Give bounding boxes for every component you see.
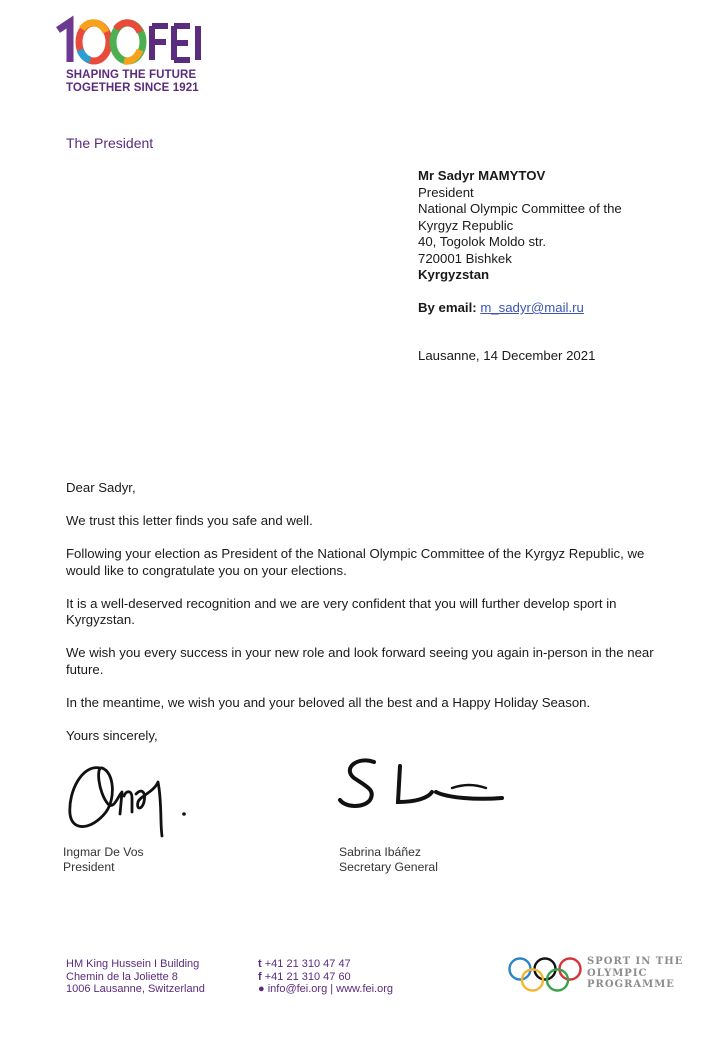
- fei-100-logo: [56, 14, 212, 68]
- signature-image-president: [62, 752, 192, 844]
- olympic-line-2: OLYMPIC: [587, 967, 648, 979]
- signatory-1: [63, 845, 144, 875]
- footer-address: [66, 958, 205, 996]
- recipient-city: 720001 Bishkek: [418, 250, 512, 266]
- footer-phone-row: [258, 958, 393, 971]
- fax-icon: f: [258, 970, 262, 983]
- recipient-role: President: [418, 184, 474, 200]
- recipient-org-2: Kyrgyz Republic: [418, 217, 514, 233]
- salutation: Dear Sadyr,: [66, 480, 136, 495]
- tagline-line-1: SHAPING THE FUTURE: [66, 69, 197, 81]
- email-link[interactable]: m_sadyr@mail.ru: [480, 300, 584, 315]
- paragraph-3: It is a well-deserved recognition and we are very confident that you will further develop sport in Kyrgyzstan.: [66, 595, 617, 627]
- recipient-name: Mr Sadyr MAMYTOV: [418, 168, 546, 183]
- signatory-1-title: President: [63, 860, 115, 874]
- footer-address-3: 1006 Lausanne, Switzerland: [66, 983, 205, 995]
- olympic-line-1: SPORT IN THE: [587, 956, 684, 967]
- letter-body: [66, 480, 676, 761]
- signatory-1-name: Ingmar De Vos: [63, 845, 144, 859]
- email-line: [418, 300, 622, 317]
- footer-web[interactable]: info@fei.org | www.fei.org: [267, 983, 394, 995]
- olympic-line-3: PROGRAMME: [587, 979, 675, 990]
- recipient-org-1: National Olympic Committee of the: [418, 201, 622, 216]
- signature-image-secretary-general: [336, 752, 506, 814]
- footer-address-2: Chemin de la Joliette 8: [66, 970, 178, 983]
- logo-tagline: [66, 69, 199, 95]
- footer-fax: +41 21 310 47 60: [264, 970, 351, 983]
- footer-phone: +41 21 310 47 47: [264, 958, 351, 970]
- recipient-country: Kyrgyzstan: [418, 267, 490, 282]
- letter-date: Lausanne, 14 December 2021: [418, 348, 596, 363]
- footer-web-row: [258, 983, 393, 996]
- tagline-line-2: TOGETHER SINCE 1921: [66, 82, 199, 94]
- signatory-2-name: Sabrina Ibáñez: [339, 845, 421, 859]
- footer-address-1: HM King Hussein I Building: [66, 958, 200, 970]
- recipient-address: [418, 168, 622, 317]
- paragraph-4: We wish you every success in your new role and look forward seeing you again in-person in the near future.: [66, 645, 654, 677]
- paragraph-5: In the meantime, we wish you and your beloved all the best and a Happy Holiday Season.: [66, 694, 591, 710]
- olympic-programme-text: [587, 956, 683, 991]
- signatory-2: [339, 845, 438, 875]
- paragraph-2: Following your election as President of the National Olympic Committee of the Kyrgyz Republic, we would like to congratulate you on your elections.: [66, 546, 645, 578]
- phone-icon: t: [258, 958, 262, 970]
- footer-fax-row: [258, 971, 393, 984]
- recipient-street: 40, Togolok Moldo str.: [418, 234, 547, 249]
- sender-title: The President: [66, 135, 154, 151]
- globe-icon: ●: [258, 983, 265, 995]
- signatory-2-title: Secretary General: [339, 860, 438, 874]
- paragraph-1: We trust this letter finds you safe and well.: [66, 513, 313, 528]
- closing: Yours sincerely,: [66, 727, 158, 743]
- footer-contacts: [258, 958, 393, 996]
- email-label: By email:: [418, 300, 477, 315]
- olympic-rings-logo: [507, 956, 583, 994]
